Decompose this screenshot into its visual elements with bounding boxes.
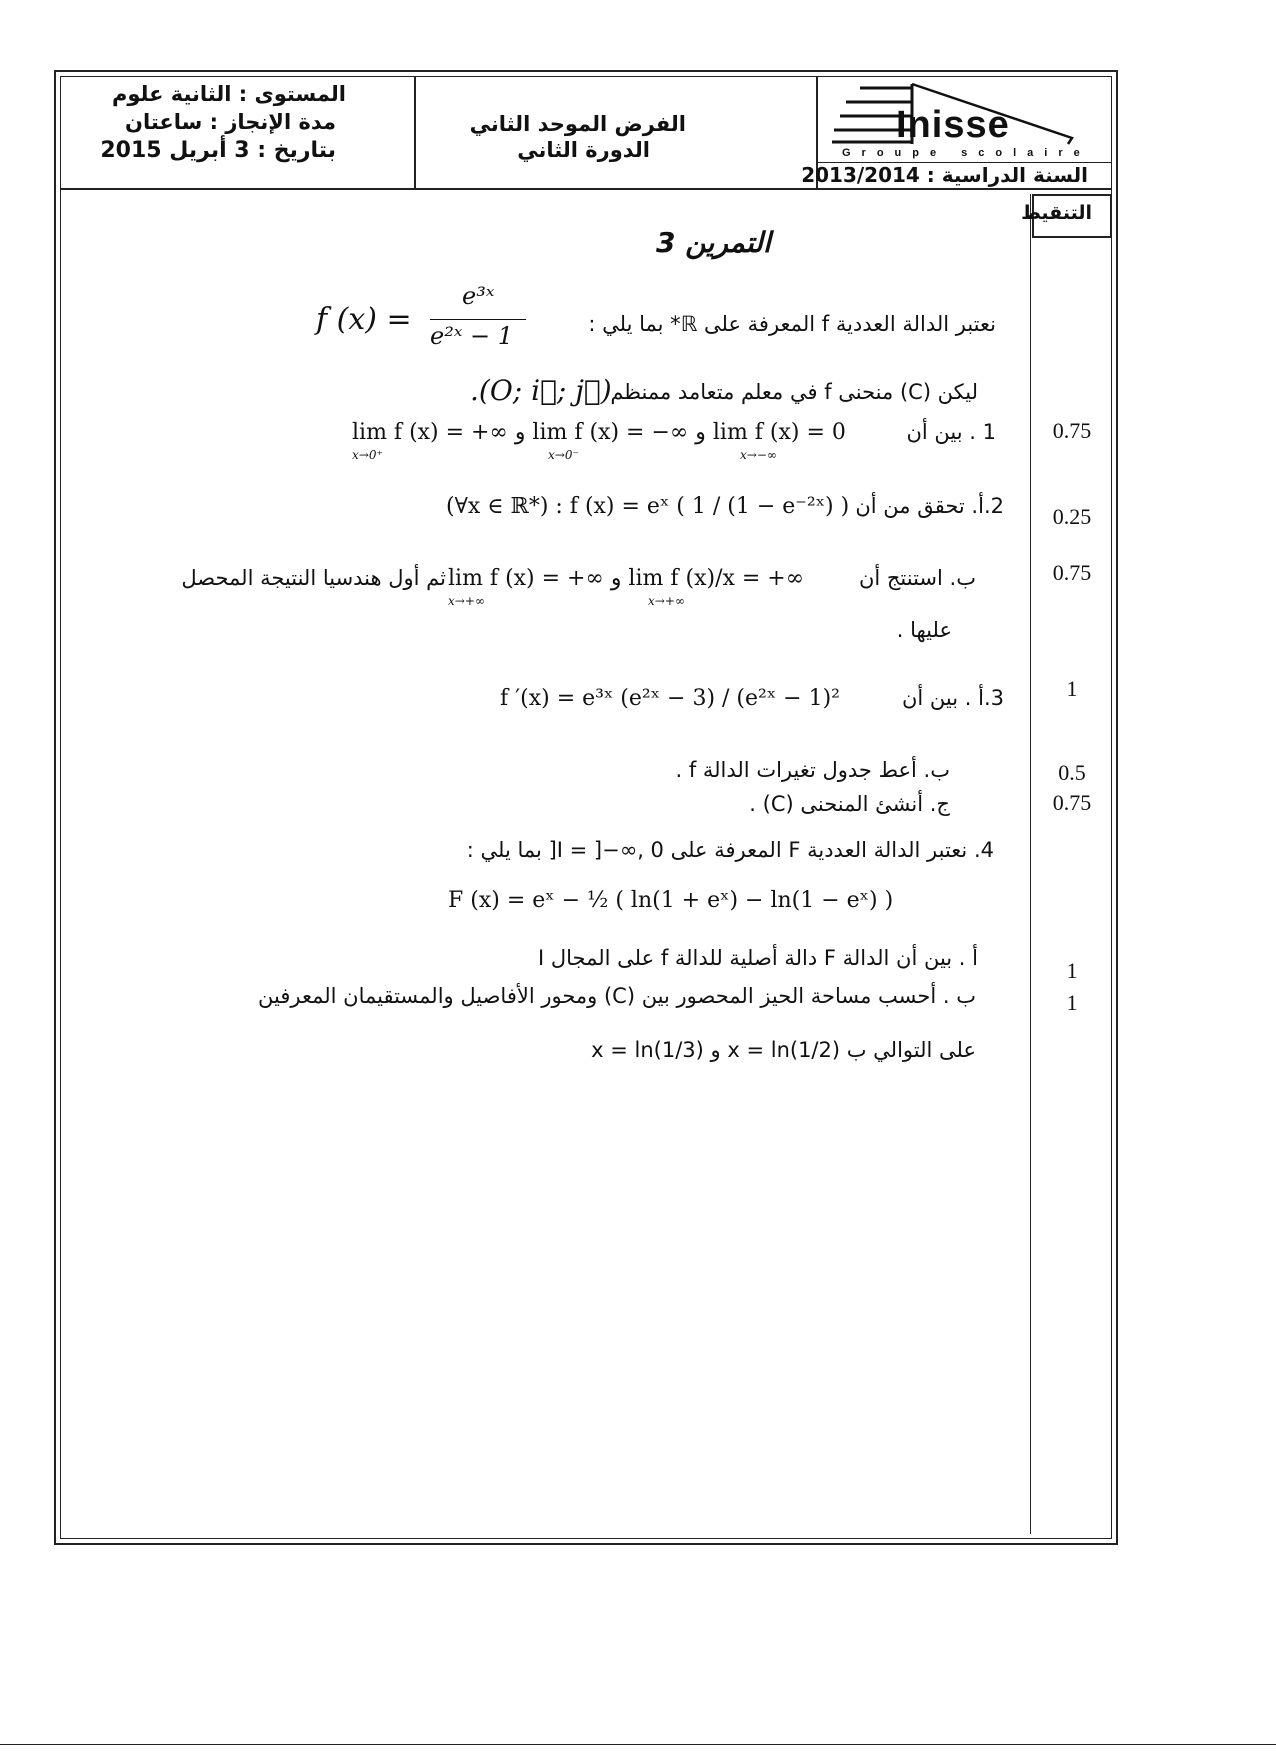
intro-line-2: ليكن (C) منحنى f في معلم متعامد ممنظم (610, 380, 978, 404)
grading-header: التنقيط (1021, 202, 1092, 224)
exam-semester: الدورة الثاني (517, 138, 650, 162)
q4a-score: 1 (1066, 958, 1078, 983)
q1-sub-3: x→−∞ (740, 448, 777, 462)
page-frame-inner (60, 76, 1112, 1539)
header-level: المستوى : الثانية علوم (111, 82, 346, 106)
q2a-score: 0.25 (1052, 504, 1092, 529)
function-lhs: f (x) = (316, 302, 412, 337)
q3c-label: ج. أنشئ المنحنى (C) . (749, 792, 950, 816)
header-col-divider-1 (414, 76, 416, 188)
q2b-math: lim f (x) = +∞ و lim f (x)/x = +∞ (448, 566, 805, 591)
q3c-score: 0.75 (1052, 790, 1092, 815)
q4b-continuation: على التوالي ب x = ln(1/2) و x = ln(1/3) (591, 1038, 976, 1062)
q3a-math: f ′(x) = e³ˣ (e²ˣ − 3) / (e²ˣ − 1)² (500, 686, 840, 711)
function-numerator: e³ˣ (462, 282, 495, 310)
q2b-tail: ثم أول هندسيا النتيجة المحصل (181, 566, 446, 590)
q3b-score: 0.5 (1058, 760, 1086, 785)
q3a-label: 3.أ . بين أن (901, 686, 1004, 710)
bottom-rule (0, 1744, 1276, 1745)
q4-label: 4. نعتبر الدالة العددية F المعرفة على I = ]−∞, 0[ بما يلي : (466, 838, 994, 862)
intro-line-1: نعتبر الدالة العددية f المعرفة على ℝ* بما يلي : (588, 312, 996, 336)
q2b-score: 0.75 (1052, 560, 1092, 585)
q2b-sub-2: x→+∞ (648, 594, 685, 608)
function-fraction-bar (430, 319, 526, 320)
q3a-score: 1 (1066, 676, 1078, 701)
q2b-sub-1: x→+∞ (448, 594, 485, 608)
q3b-label: ب. أعط جدول تغيرات الدالة f . (675, 758, 950, 782)
grading-column-line (1030, 194, 1031, 1534)
q1-label: 1 . بين أن (906, 420, 996, 444)
intro-frame-notation: .(O; i⃗; j⃗) (470, 374, 612, 407)
q2b-continuation: عليها . (896, 618, 952, 642)
header-duration: مدة الإنجاز : ساعتان (125, 110, 336, 134)
header-divider (60, 188, 1112, 190)
school-year: السنة الدراسية : 2013/2014 (801, 163, 1088, 187)
logo-name: Inisse (896, 104, 1010, 146)
function-denominator: e²ˣ − 1 (430, 322, 513, 350)
q4-function-F: F (x) = eˣ − ½ ( ln(1 + eˣ) − ln(1 − eˣ) ) (448, 888, 894, 913)
exam-title: الفرض الموحد الثاني (469, 112, 686, 136)
q1-sub-2: x→0⁻ (548, 448, 579, 462)
q2a-label: 2.أ. تحقق من أن (855, 494, 1004, 518)
exercise-title: التمرين 3 (656, 226, 771, 259)
q2b-label: ب. استنتج أن (858, 566, 976, 590)
q2a-math: (∀x ∈ ℝ*) : f (x) = eˣ ( 1 / (1 − e⁻²ˣ) ) (446, 494, 850, 519)
q4b-score: 1 (1066, 990, 1078, 1015)
q4a-label: أ . بين أن الدالة F دالة أصلية للدالة f على المجال I (538, 946, 978, 970)
q4b-label: ب . أحسب مساحة الحيز المحصور بين (C) ومحور الأفاصيل والمستقيمان المعرفين (258, 984, 976, 1008)
q1-sub-1: x→0⁺ (352, 448, 383, 462)
header-date: بتاريخ : 3 أبريل 2015 (100, 138, 336, 163)
q1-limits: lim f (x) = +∞ و lim f (x) = −∞ و lim f (x) = 0 (352, 420, 846, 445)
q1-score: 0.75 (1052, 418, 1092, 443)
logo-subtitle: Groupe scolaire (842, 147, 1091, 159)
